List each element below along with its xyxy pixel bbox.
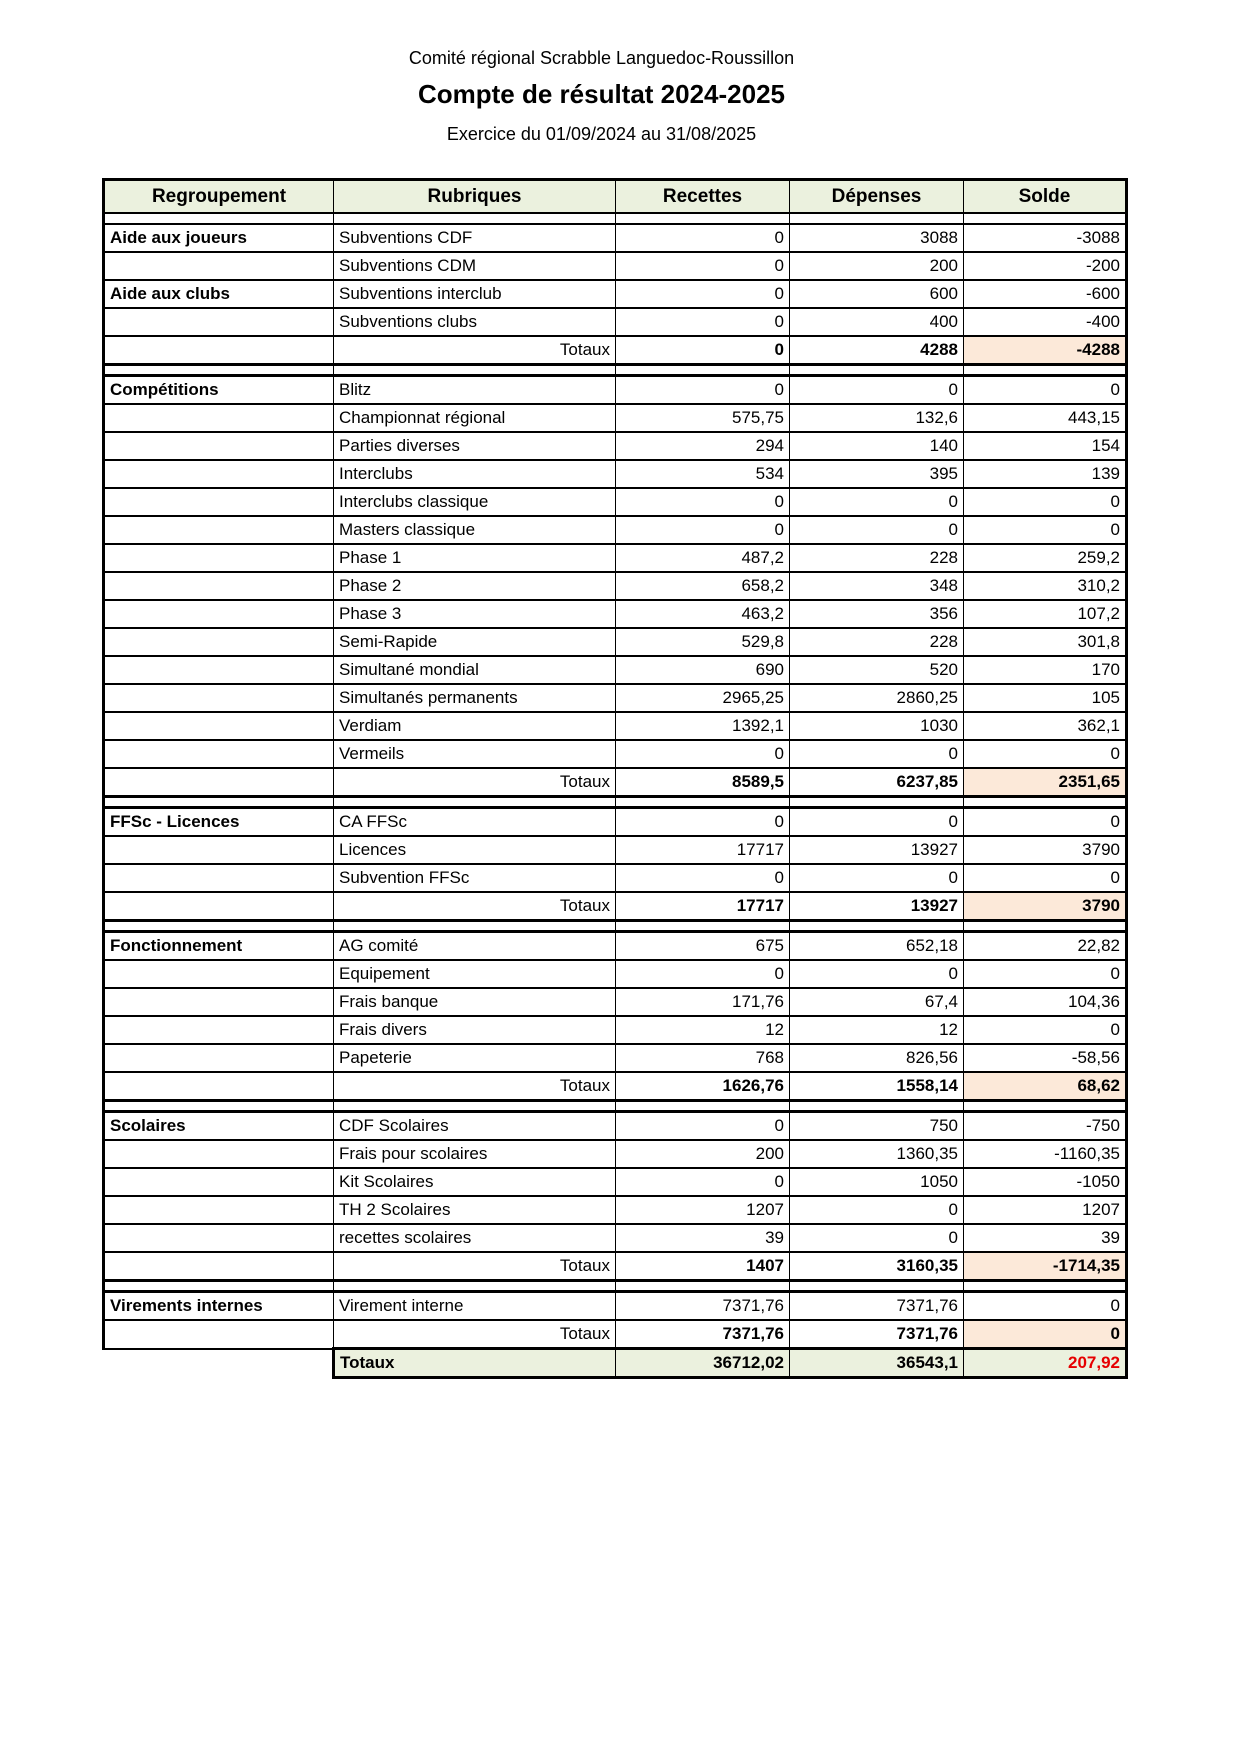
section-total-row: [104, 1252, 1127, 1281]
cell-solde: 154: [964, 432, 1127, 460]
table-row: [104, 308, 1127, 336]
cell-recettes: 12: [616, 1016, 790, 1044]
cell-solde: -3088: [964, 224, 1127, 252]
cell-rubrique: Virement interne: [334, 1292, 616, 1321]
cell-recettes: 0: [616, 960, 790, 988]
cell-recettes: 463,2: [616, 600, 790, 628]
cell-recettes: [616, 797, 790, 808]
cell-solde: 3790: [964, 836, 1127, 864]
table-row: [104, 960, 1127, 988]
cell-depenses: 348: [790, 572, 964, 600]
cell-rubrique: recettes scolaires: [334, 1224, 616, 1252]
cell-solde: 170: [964, 656, 1127, 684]
table-row: [104, 432, 1127, 460]
spacer-row: [104, 797, 1127, 808]
cell-recettes: 529,8: [616, 628, 790, 656]
cell-recettes: 0: [616, 740, 790, 768]
cell-solde: 105: [964, 684, 1127, 712]
cell-rubrique: [334, 921, 616, 932]
cell-regroupement: [104, 1196, 334, 1224]
cell-depenses: 0: [790, 516, 964, 544]
document-header: [90, 48, 1113, 145]
cell-depenses: 140: [790, 432, 964, 460]
cell-rubrique: TH 2 Scolaires: [334, 1196, 616, 1224]
cell-rubrique: Semi-Rapide: [334, 628, 616, 656]
cell-recettes: 575,75: [616, 404, 790, 432]
cell-depenses: 750: [790, 1112, 964, 1141]
organization-name: Comité régional Scrabble Languedoc-Roussillon: [408, 48, 795, 68]
cell-recettes: [616, 365, 790, 376]
cell-solde: 443,15: [964, 404, 1127, 432]
table-header-row: [104, 180, 1127, 214]
cell-rubrique: Subventions clubs: [334, 308, 616, 336]
cell-solde: -1714,35: [964, 1252, 1127, 1281]
cell-solde: 3790: [964, 892, 1127, 921]
cell-recettes: 171,76: [616, 988, 790, 1016]
cell-depenses: 12: [790, 1016, 964, 1044]
cell-recettes: 0: [616, 308, 790, 336]
cell-recettes: [616, 213, 790, 224]
cell-rubrique: Simultané mondial: [334, 656, 616, 684]
cell-recettes: 0: [616, 336, 790, 365]
cell-depenses: 13927: [790, 892, 964, 921]
cell-regroupement: [104, 892, 334, 921]
cell-regroupement: [104, 516, 334, 544]
cell-regroupement: [104, 988, 334, 1016]
cell-recettes: [616, 921, 790, 932]
cell-depenses: 132,6: [790, 404, 964, 432]
section-total-row: [104, 892, 1127, 921]
cell-solde: 0: [964, 1320, 1127, 1349]
cell-rubrique: Frais pour scolaires: [334, 1140, 616, 1168]
cell-regroupement: [104, 600, 334, 628]
cell-regroupement: [104, 365, 334, 376]
cell-regroupement: [104, 213, 334, 224]
cell-solde: 1207: [964, 1196, 1127, 1224]
cell-rubrique: CA FFSc: [334, 808, 616, 837]
cell-solde: [964, 213, 1127, 224]
cell-solde: 207,92: [964, 1349, 1127, 1378]
cell-solde: 0: [964, 864, 1127, 892]
document-title: Compte de résultat 2024-2025: [417, 79, 786, 109]
cell-depenses: 400: [790, 308, 964, 336]
cell-solde: 310,2: [964, 572, 1127, 600]
cell-rubrique: AG comité: [334, 932, 616, 961]
cell-solde: 0: [964, 516, 1127, 544]
cell-solde: -200: [964, 252, 1127, 280]
cell-regroupement: [104, 864, 334, 892]
cell-solde: 107,2: [964, 600, 1127, 628]
cell-depenses: 0: [790, 960, 964, 988]
cell-depenses: 0: [790, 808, 964, 837]
cell-rubrique: Interclubs: [334, 460, 616, 488]
table-row: [104, 516, 1127, 544]
table-row: [104, 628, 1127, 656]
cell-solde: -58,56: [964, 1044, 1127, 1072]
cell-regroupement: [104, 797, 334, 808]
column-header-depenses: Dépenses: [790, 180, 964, 214]
cell-ghost: [104, 1349, 334, 1378]
cell-solde: 0: [964, 960, 1127, 988]
cell-regroupement: [104, 921, 334, 932]
cell-depenses: 356: [790, 600, 964, 628]
total-label: Totaux: [334, 768, 616, 797]
cell-regroupement: Compétitions: [104, 376, 334, 405]
cell-recettes: 768: [616, 1044, 790, 1072]
cell-solde: 104,36: [964, 988, 1127, 1016]
grand-total-label: Totaux: [334, 1349, 616, 1378]
cell-rubrique: [334, 365, 616, 376]
cell-rubrique: Parties diverses: [334, 432, 616, 460]
cell-regroupement: [104, 460, 334, 488]
column-header-recettes: Recettes: [616, 180, 790, 214]
results-table: [102, 178, 1128, 1379]
cell-regroupement: [104, 836, 334, 864]
table-row: [104, 712, 1127, 740]
cell-rubrique: Papeterie: [334, 1044, 616, 1072]
cell-depenses: 3088: [790, 224, 964, 252]
table-row: [104, 1044, 1127, 1072]
cell-regroupement: [104, 960, 334, 988]
cell-regroupement: [104, 656, 334, 684]
cell-depenses: 4288: [790, 336, 964, 365]
cell-rubrique: Masters classique: [334, 516, 616, 544]
cell-regroupement: [104, 572, 334, 600]
spacer-row: [104, 1281, 1127, 1292]
cell-depenses: 652,18: [790, 932, 964, 961]
cell-rubrique: Phase 3: [334, 600, 616, 628]
cell-recettes: 0: [616, 252, 790, 280]
cell-regroupement: [104, 252, 334, 280]
cell-solde: 362,1: [964, 712, 1127, 740]
cell-depenses: 1050: [790, 1168, 964, 1196]
cell-depenses: [790, 213, 964, 224]
cell-recettes: 39: [616, 1224, 790, 1252]
cell-depenses: 0: [790, 740, 964, 768]
cell-recettes: 0: [616, 808, 790, 837]
cell-recettes: 7371,76: [616, 1292, 790, 1321]
cell-recettes: 8589,5: [616, 768, 790, 797]
cell-regroupement: Scolaires: [104, 1112, 334, 1141]
cell-depenses: 0: [790, 1196, 964, 1224]
cell-depenses: [790, 797, 964, 808]
cell-solde: [964, 1281, 1127, 1292]
cell-solde: -4288: [964, 336, 1127, 365]
table-row: [104, 988, 1127, 1016]
column-header-rubriques: Rubriques: [334, 180, 616, 214]
cell-solde: 0: [964, 376, 1127, 405]
cell-depenses: 826,56: [790, 1044, 964, 1072]
cell-recettes: 0: [616, 516, 790, 544]
cell-depenses: 0: [790, 376, 964, 405]
cell-regroupement: [104, 1044, 334, 1072]
table-row: [104, 600, 1127, 628]
cell-depenses: 520: [790, 656, 964, 684]
cell-solde: -750: [964, 1112, 1127, 1141]
cell-recettes: 36712,02: [616, 1349, 790, 1378]
cell-rubrique: Subventions interclub: [334, 280, 616, 308]
section-total-row: [104, 336, 1127, 365]
cell-solde: 0: [964, 1292, 1127, 1321]
cell-rubrique: Subventions CDM: [334, 252, 616, 280]
table-row: [104, 740, 1127, 768]
cell-solde: [964, 1101, 1127, 1112]
cell-recettes: 675: [616, 932, 790, 961]
cell-solde: 22,82: [964, 932, 1127, 961]
cell-solde: 68,62: [964, 1072, 1127, 1101]
cell-rubrique: Frais banque: [334, 988, 616, 1016]
cell-solde: [964, 797, 1127, 808]
table-row: [104, 1140, 1127, 1168]
table-row: [104, 1016, 1127, 1044]
cell-recettes: 294: [616, 432, 790, 460]
spacer-row: [104, 1101, 1127, 1112]
thin-row: [104, 213, 1127, 224]
cell-solde: 2351,65: [964, 768, 1127, 797]
table-row: [104, 1112, 1127, 1141]
cell-rubrique: Subventions CDF: [334, 224, 616, 252]
cell-depenses: 6237,85: [790, 768, 964, 797]
cell-rubrique: Licences: [334, 836, 616, 864]
table-row: [104, 684, 1127, 712]
table-row: [104, 544, 1127, 572]
cell-regroupement: [104, 628, 334, 656]
cell-recettes: 0: [616, 224, 790, 252]
table-row: [104, 1168, 1127, 1196]
cell-solde: 39: [964, 1224, 1127, 1252]
total-label: Totaux: [334, 892, 616, 921]
cell-rubrique: Blitz: [334, 376, 616, 405]
cell-regroupement: Aide aux clubs: [104, 280, 334, 308]
cell-recettes: 1392,1: [616, 712, 790, 740]
spacer-row: [104, 365, 1127, 376]
table-row: [104, 932, 1127, 961]
table-row: [104, 404, 1127, 432]
cell-recettes: 17717: [616, 892, 790, 921]
table-row: [104, 460, 1127, 488]
cell-solde: -400: [964, 308, 1127, 336]
section-total-row: [104, 1320, 1127, 1349]
cell-solde: 0: [964, 1016, 1127, 1044]
cell-solde: [964, 921, 1127, 932]
table-row: [104, 376, 1127, 405]
cell-regroupement: [104, 336, 334, 365]
cell-regroupement: [104, 544, 334, 572]
cell-solde: -1050: [964, 1168, 1127, 1196]
cell-regroupement: [104, 684, 334, 712]
cell-rubrique: [334, 1281, 616, 1292]
cell-regroupement: Virements internes: [104, 1292, 334, 1321]
cell-recettes: [616, 1101, 790, 1112]
cell-regroupement: [104, 1140, 334, 1168]
cell-recettes: 2965,25: [616, 684, 790, 712]
cell-regroupement: [104, 1320, 334, 1349]
cell-regroupement: [104, 1224, 334, 1252]
cell-regroupement: FFSc - Licences: [104, 808, 334, 837]
cell-depenses: 228: [790, 544, 964, 572]
table-row: [104, 836, 1127, 864]
cell-rubrique: Championnat régional: [334, 404, 616, 432]
cell-recettes: 7371,76: [616, 1320, 790, 1349]
table-row: [104, 1196, 1127, 1224]
cell-regroupement: [104, 712, 334, 740]
cell-regroupement: Aide aux joueurs: [104, 224, 334, 252]
table-row: [104, 808, 1127, 837]
cell-depenses: 67,4: [790, 988, 964, 1016]
cell-regroupement: [104, 1072, 334, 1101]
cell-solde: 259,2: [964, 544, 1127, 572]
cell-recettes: 200: [616, 1140, 790, 1168]
cell-depenses: 600: [790, 280, 964, 308]
cell-recettes: 1626,76: [616, 1072, 790, 1101]
cell-rubrique: Phase 2: [334, 572, 616, 600]
cell-rubrique: [334, 797, 616, 808]
cell-depenses: 0: [790, 864, 964, 892]
total-label: Totaux: [334, 336, 616, 365]
cell-rubrique: Vermeils: [334, 740, 616, 768]
cell-depenses: 7371,76: [790, 1320, 964, 1349]
column-header-solde: Solde: [964, 180, 1127, 214]
cell-recettes: 0: [616, 280, 790, 308]
table-body: [104, 213, 1127, 1378]
cell-solde: 0: [964, 740, 1127, 768]
cell-recettes: 658,2: [616, 572, 790, 600]
cell-rubrique: Verdiam: [334, 712, 616, 740]
cell-recettes: 534: [616, 460, 790, 488]
cell-rubrique: [334, 1101, 616, 1112]
cell-solde: -600: [964, 280, 1127, 308]
cell-solde: -1160,35: [964, 1140, 1127, 1168]
cell-solde: 139: [964, 460, 1127, 488]
cell-recettes: 1407: [616, 1252, 790, 1281]
cell-recettes: 0: [616, 1168, 790, 1196]
cell-recettes: 1207: [616, 1196, 790, 1224]
table-row: [104, 252, 1127, 280]
table-row: [104, 1292, 1127, 1321]
cell-regroupement: [104, 1252, 334, 1281]
grand-total-row: [104, 1349, 1127, 1378]
cell-recettes: 487,2: [616, 544, 790, 572]
cell-depenses: 7371,76: [790, 1292, 964, 1321]
cell-rubrique: Frais divers: [334, 1016, 616, 1044]
cell-recettes: 690: [616, 656, 790, 684]
cell-regroupement: [104, 768, 334, 797]
spacer-row: [104, 921, 1127, 932]
cell-depenses: 228: [790, 628, 964, 656]
section-total-row: [104, 768, 1127, 797]
cell-depenses: 0: [790, 1224, 964, 1252]
cell-regroupement: [104, 308, 334, 336]
cell-depenses: [790, 365, 964, 376]
total-label: Totaux: [334, 1320, 616, 1349]
cell-rubrique: CDF Scolaires: [334, 1112, 616, 1141]
cell-depenses: 3160,35: [790, 1252, 964, 1281]
cell-recettes: 0: [616, 1112, 790, 1141]
cell-rubrique: Subvention FFSc: [334, 864, 616, 892]
cell-solde: 301,8: [964, 628, 1127, 656]
cell-regroupement: [104, 432, 334, 460]
cell-rubrique: Phase 1: [334, 544, 616, 572]
cell-regroupement: [104, 488, 334, 516]
cell-regroupement: [104, 404, 334, 432]
total-label: Totaux: [334, 1072, 616, 1101]
cell-solde: 0: [964, 488, 1127, 516]
table-row: [104, 572, 1127, 600]
cell-depenses: [790, 1101, 964, 1112]
table-row: [104, 280, 1127, 308]
cell-regroupement: [104, 1281, 334, 1292]
cell-regroupement: Fonctionnement: [104, 932, 334, 961]
cell-regroupement: [104, 1016, 334, 1044]
table-row: [104, 224, 1127, 252]
cell-depenses: [790, 1281, 964, 1292]
cell-recettes: 0: [616, 376, 790, 405]
cell-regroupement: [104, 740, 334, 768]
cell-depenses: 13927: [790, 836, 964, 864]
total-label: Totaux: [334, 1252, 616, 1281]
period-subtitle: Exercice du 01/09/2024 au 31/08/2025: [446, 124, 757, 144]
cell-depenses: 395: [790, 460, 964, 488]
column-header-regroupement: Regroupement: [104, 180, 334, 214]
cell-depenses: 1360,35: [790, 1140, 964, 1168]
table-row: [104, 656, 1127, 684]
table-row: [104, 488, 1127, 516]
cell-depenses: 200: [790, 252, 964, 280]
cell-regroupement: [104, 1101, 334, 1112]
cell-rubrique: Equipement: [334, 960, 616, 988]
cell-regroupement: [104, 1168, 334, 1196]
cell-depenses: 1030: [790, 712, 964, 740]
cell-rubrique: [334, 213, 616, 224]
table-row: [104, 864, 1127, 892]
cell-depenses: 0: [790, 488, 964, 516]
cell-rubrique: Kit Scolaires: [334, 1168, 616, 1196]
cell-recettes: [616, 1281, 790, 1292]
section-total-row: [104, 1072, 1127, 1101]
cell-recettes: 0: [616, 488, 790, 516]
cell-depenses: 1558,14: [790, 1072, 964, 1101]
cell-depenses: 36543,1: [790, 1349, 964, 1378]
cell-depenses: 2860,25: [790, 684, 964, 712]
cell-recettes: 0: [616, 864, 790, 892]
cell-solde: 0: [964, 808, 1127, 837]
cell-rubrique: Interclubs classique: [334, 488, 616, 516]
cell-depenses: [790, 921, 964, 932]
cell-rubrique: Simultanés permanents: [334, 684, 616, 712]
cell-recettes: 17717: [616, 836, 790, 864]
cell-solde: [964, 365, 1127, 376]
table-row: [104, 1224, 1127, 1252]
